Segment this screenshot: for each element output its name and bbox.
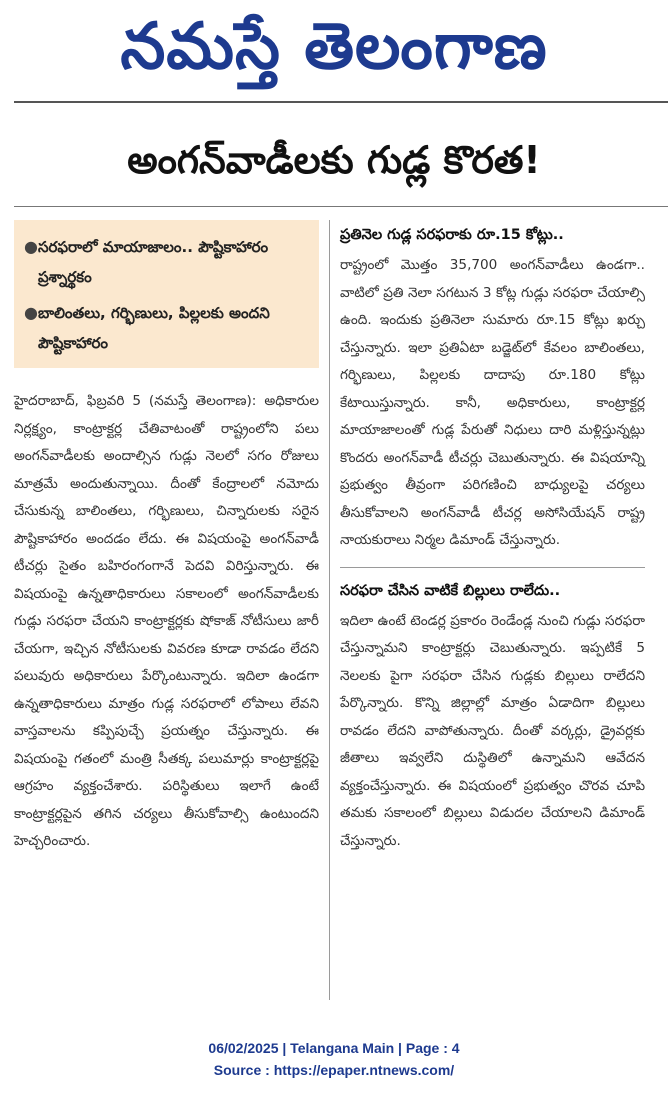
page-footer [0,1037,668,1081]
masthead [0,0,668,100]
newspaper-logo-title: నమస్తే తెలంగాణ [120,10,548,84]
column-divider [329,220,330,1000]
subheading-monthly-cost: ప్రతినెల గుడ్ల సరఫరాకు రూ.15 కోట్లు.. [340,227,564,243]
article-body-right-2: ఇదిలా ఉంటే టెండర్ల ప్రకారం రెండేండ్ల నుంచి గుడ్లు సరఫరా చేస్తున్నామని కాంట్రాక్టర్లు చెబుతున్నారు. ఇప్పటికే 5 నెలలకు పైగా సరఫరా చేసిన గుడ్లకు బిల్లులు రాలేదని పేర్కొన్నారు. కొన్ని జిల్లాల్లో మాత్రం ఏడాదిగా బిల్లులు రావడం లేదని వాపోతున్నారు. దీంతో వర్కర్లు, డ్రైవర్లకు జీతాలు ఇవ్వలేని దుస్థితిలో ఉన్నామని ఆవేదన వ్యక్తంచేస్తున్నారు. ఈ విషయంలో ప్రభుత్వం చొరవ చూపి తమకు సకాలంలో బిల్లులు విడుదల చేయాలని డిమాండ్ చేస్తున్నారు. [340,612,645,849]
highlight-text: సరఫరాలో మాయాజాలం.. పౌష్టికాహారం ప్రశ్నార్థకం [37,238,269,286]
footer-source-link[interactable]: Source : https://epaper.ntnews.com/ [213,1062,455,1078]
bullet-icon: ● [24,303,38,322]
highlight-text: బాలింతలు, గర్భిణులు, పిల్లలకు అందని పౌష్టికాహారం [37,304,270,352]
right-column [340,220,645,855]
article-body-left: హైదరాబాద్, ఫిబ్రవరి 5 (నమస్తే తెలంగాణ): అధికారుల నిర్లక్ష్యం, కాంట్రాక్టర్ల చేతివాటంతో రాష్ట్రంలోని పలు అంగన్‌వాడీలకు అందాల్సిన గుడ్లు నెలలో సగం రోజులు మాత్రమే అందుతున్నాయి. దీంతో కేంద్రాలలో నమోదు చేసుకున్న బాలింతలు, గర్భిణులు, చిన్నారులకు సరైన పౌష్టికాహారం అందడం లేదు. ఈ విషయంపై అంగన్‌వాడీ టీచర్లు సైతం బహిరంగంగానే పెదవి విరిస్తున్నారు. ఈ విషయంపై ఉన్నతాధికారులు సకాలంలో అంగన్‌వాడీలకు గుడ్లు సరఫరా చేయని కాంట్రాక్టర్లకు షోకాజ్ నోటీసులు జారీ చేయగా, ఇచ్చిన నోటీసులకు వివరణ కూడా రావడం లేదని పలువురు అధికారులు పేర్కొంటున్నారు. ఇదిలా ఉండగా ఉన్నతాధికారులు మాత్రం గుడ్ల సరఫరాలో లోపాలు లేవని వాస్తవాలను కప్పిపుచ్చే ప్రయత్నం చేస్తున్నారు. ఈ విషయంపై గతంలో మంత్రి సీతక్క పలుమార్లు కాంట్రాక్టర్లపై ఆగ్రహం వ్యక్తంచేశారు. పరిస్థితులు ఇలాగే ఉంటే కాంట్రాక్టర్లపైన తగిన చర్యలు తీసుకోవాల్సి ఉంటుందని హెచ్చరించారు. [14,393,319,849]
footer-date-page: 06/02/2025 | Telangana Main | Page : 4 [208,1040,460,1056]
bullet-icon: ● [24,237,38,256]
article-body-right-1: రాష్ట్రంలో మొత్తం 35,700 అంగన్‌వాడీలు ఉండగా.. వాటిలో ప్రతి నెలా సగటున 3 కోట్ల గుడ్లు సరఫరా చేయాల్సి ఉంది. ఇందుకు ప్రతినెలా సుమారు రూ.15 కోట్లు ఖర్చు చేస్తున్నారు. ఇలా ప్రతిఏటా బడ్జెట్‌లో కేవలం బాలింతలు, గర్భిణులు, పిల్లలకు దాదాపు రూ.180 కోట్లు కేటాయిస్తున్నారు. కానీ, అధికారులు, కాంట్రాక్టర్ల మాయాజాలంతో గుడ్ల పేరుతో నిధులు దారి మళ్లిస్తున్నట్లు కొందరు అంగన్‌వాడీ టీచర్లు చెబుతున్నారు. ఈ విషయాన్ని ప్రభుత్వం తీవ్రంగా పరిగణించి బాధ్యులపై చర్యలు తీసుకోవాలని అంగన్‌వాడీ టీచర్ల అసోసియేషన్ రాష్ట్ర నాయకురాలు నిర్మల డిమాండ్ చేస్తున్నారు. [340,257,645,548]
subheading-bills-pending: సరఫరా చేసిన వాటికే బిల్లులు రాలేదు.. [340,567,645,606]
highlight-item [24,298,309,358]
article-headline: అంగన్‌వాడీలకు గుడ్ల కొరత! [127,138,541,182]
left-column [14,220,319,856]
masthead-divider [14,101,668,103]
highlights-box [14,220,319,368]
highlight-item [24,232,309,292]
headline-divider [14,206,668,207]
